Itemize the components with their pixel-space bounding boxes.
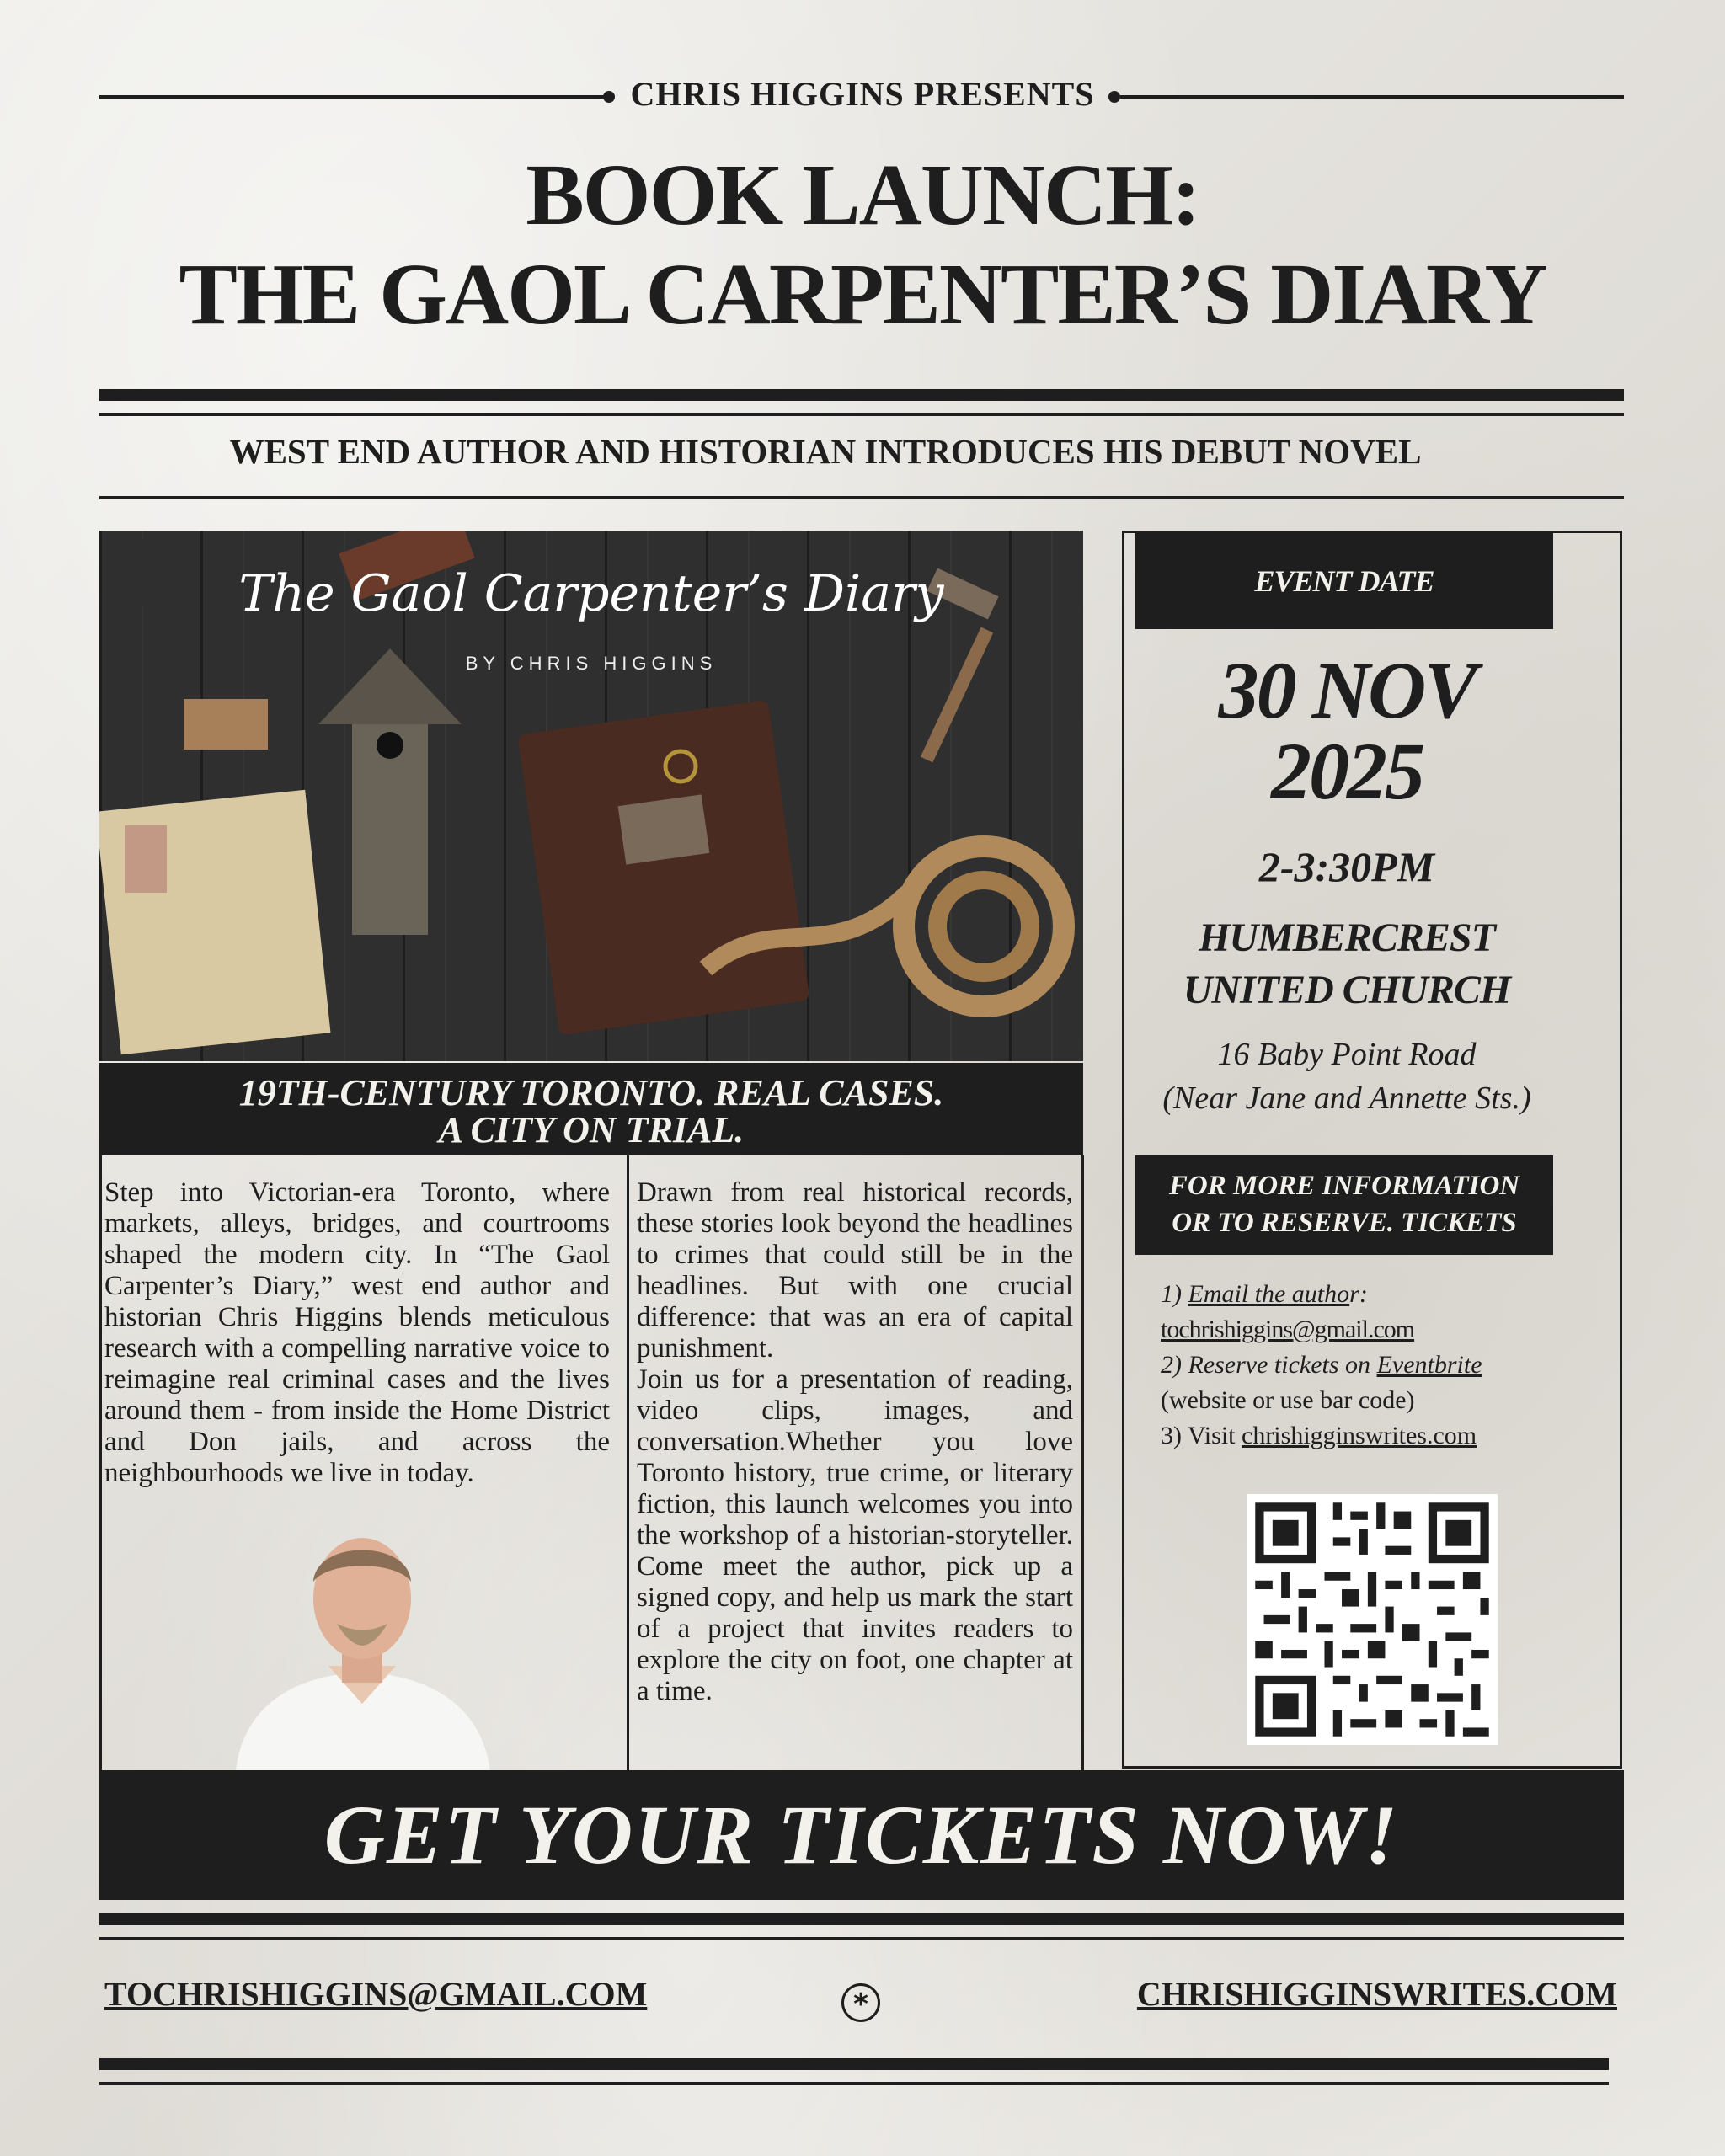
bottom-thin-rule — [99, 2082, 1609, 2085]
more-info-label — [1135, 1155, 1553, 1255]
venue-name-line-1: HUMBERCREST — [1199, 915, 1495, 960]
venue-address: 16 Baby Point Road — [1217, 1037, 1477, 1072]
title-thick-rule — [99, 389, 1624, 401]
tagline-line-1: 19TH-CENTURY TORONTO. REAL CASES. — [238, 1072, 944, 1113]
email-author-link[interactable]: Email the autho — [1188, 1280, 1350, 1308]
website-link[interactable]: chrishigginswrites.com — [1242, 1422, 1477, 1449]
footer-thin-rule — [99, 1937, 1624, 1940]
info-step-1-suffix: r: — [1349, 1280, 1368, 1308]
ticket-qr-code[interactable] — [1247, 1494, 1498, 1745]
cover-script-title: The Gaol Carpenter’s Diary — [238, 564, 944, 623]
tagline-banner — [99, 1063, 1083, 1155]
info-step-2-note: (website or use bar code) — [1161, 1386, 1415, 1414]
footer-email-link[interactable]: TOCHRISHIGGINS@GMAIL.COM — [104, 1975, 648, 2013]
column-divider — [627, 1155, 629, 1770]
book-cover-photo — [99, 531, 1083, 1061]
article-column-1: Step into Victorian-era Toronto, where markets, alleys, bridges, and courtrooms shaped the modern city. In “The Gaol Carpenter’s Diary,” west end author and historian Chris Higgins blends meticulous research with a compelling narrative voice to reimagine real criminal cases and the lives around them - from inside the Home District and Don jails, and across the neighbourhoods we live in today. — [104, 1177, 610, 1488]
page-title-line-1: BOOK LAUNCH: — [526, 147, 1199, 243]
author-portrait — [227, 1523, 497, 1770]
qr-code-icon — [1247, 1494, 1498, 1745]
author-email-link[interactable]: tochrishiggins@gmail.com — [1161, 1315, 1415, 1343]
tagline-line-2: A CITY ON TRIAL. — [438, 1109, 745, 1150]
bottom-thick-rule — [99, 2058, 1609, 2070]
get-tickets-banner[interactable]: GET YOUR TICKETS NOW! — [99, 1770, 1624, 1900]
footer-thick-rule — [99, 1913, 1624, 1925]
subheadline: WEST END AUTHOR AND HISTORIAN INTRODUCES HIS DEBUT NOVEL — [229, 432, 1422, 471]
venue-directions: (Near Jane and Annette Sts.) — [1162, 1081, 1531, 1116]
event-time: 2-3:30PM — [1258, 843, 1435, 890]
info-step-3 — [1161, 1418, 1477, 1454]
eventbrite-link[interactable]: Eventbrite — [1376, 1351, 1482, 1379]
cover-byline: BY CHRIS HIGGINS — [465, 653, 718, 674]
subheadline-rule — [99, 496, 1624, 499]
info-step-3-prefix: 3) Visit — [1161, 1422, 1242, 1449]
title-thin-rule — [99, 413, 1624, 416]
more-info-label-line-2: OR TO RESERVE. TICKETS — [1172, 1208, 1517, 1238]
event-date-year: 2025 — [1271, 726, 1423, 816]
info-step-2 — [1161, 1348, 1482, 1383]
event-date-day-month: 30 NOV — [1218, 645, 1476, 735]
article-column-2-paragraph-2: Join us for a presentation of reading, video clips, images, and conversation.Whether you love Toronto history, true crime, or literary fiction, this launch welcomes you into the workshop of a historian-storyteller. Come meet the author, pick up a signed copy, and help us mark the start of a project that invites readers to explore the city on foot, one chapter at a time. — [637, 1364, 1073, 1706]
event-date-label: EVENT DATE — [1135, 533, 1553, 629]
article-right-border — [1081, 1155, 1084, 1770]
article-column-2 — [637, 1177, 1073, 1707]
info-step-1 — [1161, 1277, 1368, 1312]
article-left-border — [99, 1155, 102, 1770]
venue-name-line-2: UNITED CHURCH — [1183, 968, 1511, 1012]
footer-website-link[interactable]: CHRISHIGGINSWRITES.COM — [1136, 1975, 1617, 2013]
asterisk-emblem-icon: * — [841, 1983, 880, 2022]
more-info-label-line-1: FOR MORE INFORMATION — [1168, 1171, 1520, 1201]
presents-label: CHRIS HIGGINS PRESENTS — [630, 75, 1095, 113]
header-rule-right — [1120, 95, 1624, 99]
header-dot-right — [1108, 91, 1120, 103]
info-step-1-prefix: 1) — [1161, 1280, 1188, 1308]
info-step-2-prefix: 2) Reserve tickets on — [1161, 1351, 1377, 1379]
article-column-2-paragraph-1: Drawn from real historical records, these stories look beyond the headlines to crimes that could still be in the headlines. But with one crucial difference: that was an era of capital punishment. — [637, 1177, 1073, 1364]
page-title-line-2: THE GAOL CARPENTER’S DIARY — [179, 246, 1546, 343]
